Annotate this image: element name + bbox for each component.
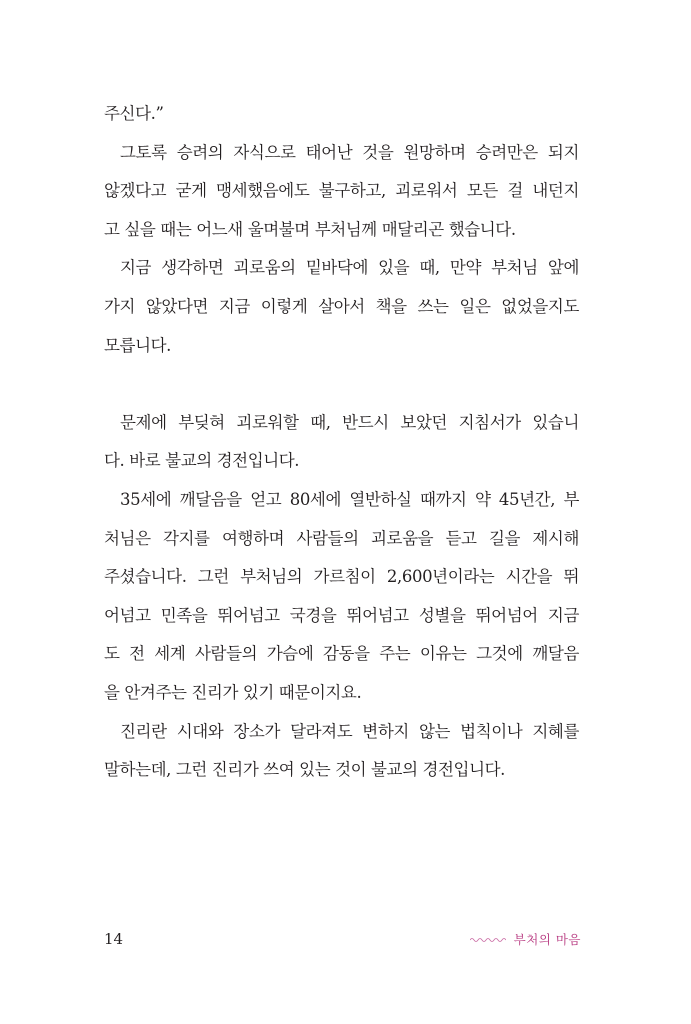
- wave-ornament-icon: [470, 935, 506, 943]
- text-line: 그토록 승려의 자식으로 태어난 것을 원망하며 승려만은 되지: [120, 142, 579, 162]
- text-line: 도 전 세계 사람들의 가슴에 감동을 주는 이유는 그것에 깨달음: [104, 644, 579, 664]
- text-line: 말하는데, 그런 진리가 쓰여 있는 것이 불교의 경전입니다.: [104, 760, 506, 780]
- text-line: 문제에 부딪혀 괴로워할 때, 반드시 보았던 지침서가 있습니: [120, 412, 579, 432]
- text-line: 가지 않았다면 지금 이렇게 살아서 책을 쓰는 일은 없었을지도: [104, 296, 579, 316]
- text-line: 35세에 깨달음을 얻고 80세에 열반하실 때까지 약 45년간, 부: [120, 489, 579, 509]
- running-footer: [470, 930, 581, 948]
- page-number: 14: [104, 930, 124, 948]
- text-line: 모릅니다.: [104, 335, 172, 355]
- text-line: 을 안겨주는 진리가 있기 때문이지요.: [104, 682, 362, 702]
- text-line: 다. 바로 불교의 경전입니다.: [104, 451, 300, 471]
- section-gap: [104, 365, 579, 404]
- text-line: 지금 생각하면 괴로움의 밑바닥에 있을 때, 만약 부처님 앞에: [120, 258, 579, 278]
- text-line: 처님은 각지를 여행하며 사람들의 괴로움을 듣고 길을 제시해: [104, 528, 579, 548]
- text-line: 주신다.”: [104, 104, 164, 123]
- text-line: 않겠다고 굳게 맹세했음에도 불구하고, 괴로워서 모든 걸 내던지: [104, 181, 579, 201]
- text-line: 어넘고 민족을 뛰어넘고 국경을 뛰어넘고 성별을 뛰어넘어 지금: [104, 605, 579, 625]
- text-line: 고 싶을 때는 어느새 울며불며 부처님께 매달리곤 했습니다.: [104, 219, 516, 239]
- text-line: 주셨습니다. 그런 부처님의 가르침이 2,600년이라는 시간을 뛰: [104, 567, 579, 587]
- body-text: [104, 95, 579, 790]
- text-line: 진리란 시대와 장소가 달라져도 변하지 않는 법칙이나 지혜를: [120, 721, 579, 741]
- book-title: 부처의 마음: [513, 932, 581, 947]
